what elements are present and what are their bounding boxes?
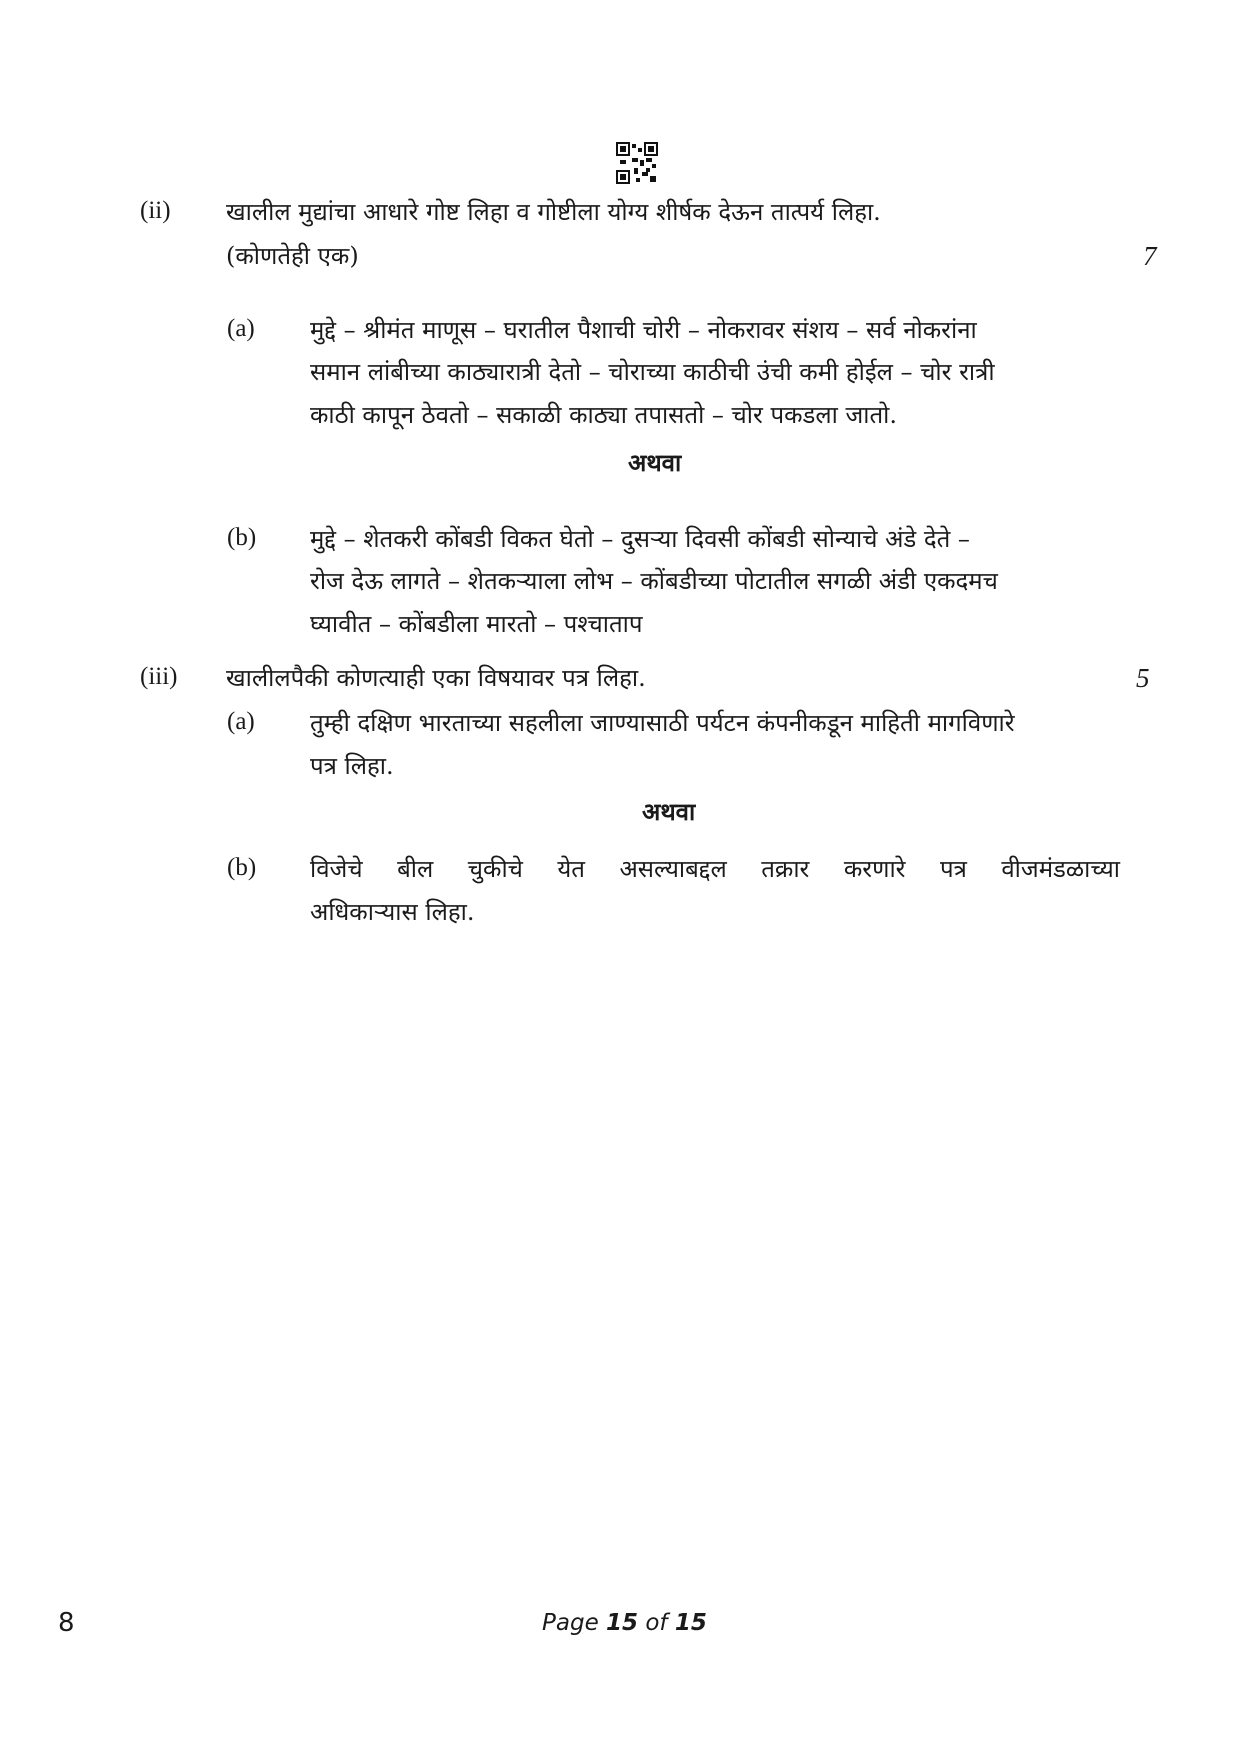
option-label-iii-b: (b) xyxy=(227,854,257,881)
question-ii-note: (कोणतेही एक) xyxy=(226,242,359,270)
question-ii-marks: 7 xyxy=(1143,241,1157,271)
option-label-ii-b: (b) xyxy=(227,524,257,551)
option-label-iii-a: (a) xyxy=(227,708,255,735)
question-number-ii: (ii) xyxy=(140,197,171,224)
option-iii-a-line-2: पत्र लिहा. xyxy=(310,752,394,780)
question-ii-instruction: खालील मुद्यांचा आधारे गोष्ट लिहा व गोष्टीला योग्य शीर्षक देऊन तात्पर्य लिहा. xyxy=(226,198,881,226)
footer-question-paper-code: 8 xyxy=(58,1608,75,1638)
option-ii-b-line-1: मुद्दे – शेतकरी कोंबडी विकत घेतो – दुसऱ्या दिवसी कोंबडी सोन्याचे अंडे देते – xyxy=(310,525,970,553)
footer-page-current: 15 xyxy=(606,1610,639,1636)
question-iii-instruction: खालीलपैकी कोणत्याही एका विषयावर पत्र लिहा. xyxy=(226,664,646,692)
option-iii-a-line-1: तुम्ही दक्षिण भारताच्या सहलीला जाण्यासाठी पर्यटन कंपनीकडून माहिती मागविणारे xyxy=(310,709,1015,737)
qr-code-icon xyxy=(616,142,658,184)
option-ii-a-line-3: काठी कापून ठेवतो – सकाळी काठ्या तपासतो – चोर पकडला जातो. xyxy=(310,401,898,429)
footer-page-of: of xyxy=(645,1610,668,1636)
footer-page-prefix: Page xyxy=(542,1610,599,1636)
option-ii-a-line-2: समान लांबीच्या काठ्यारात्री देतो – चोराच्या काठीची उंची कमी होईल – चोर रात्री xyxy=(310,358,995,386)
footer-page-total: 15 xyxy=(674,1610,707,1636)
or-separator-ii: अथवा xyxy=(628,448,682,477)
footer-page-indicator xyxy=(542,1610,707,1636)
option-iii-b-line-2: अधिकाऱ्यास लिहा. xyxy=(310,898,475,926)
option-ii-b-line-3: घ्यावीत – कोंबडीला मारतो – पश्चाताप xyxy=(310,610,643,638)
question-number-iii: (iii) xyxy=(140,663,178,690)
option-ii-a-line-1: मुद्दे – श्रीमंत माणूस – घरातील पैशाची चोरी – नोकरावर संशय – सर्व नोकरांना xyxy=(310,316,977,344)
option-iii-b-line-1: विजेचे बील चुकीचे येत असल्याबद्दल तक्रार करणारे पत्र वीजमंडळाच्या xyxy=(310,855,1120,883)
option-ii-b-line-2: रोज देऊ लागते – शेतकऱ्याला लोभ – कोंबडीच्या पोटातील सगळी अंडी एकदमच xyxy=(310,567,998,595)
option-label-ii-a: (a) xyxy=(227,315,255,342)
or-separator-iii: अथवा xyxy=(642,797,696,826)
question-iii-marks: 5 xyxy=(1136,663,1150,693)
